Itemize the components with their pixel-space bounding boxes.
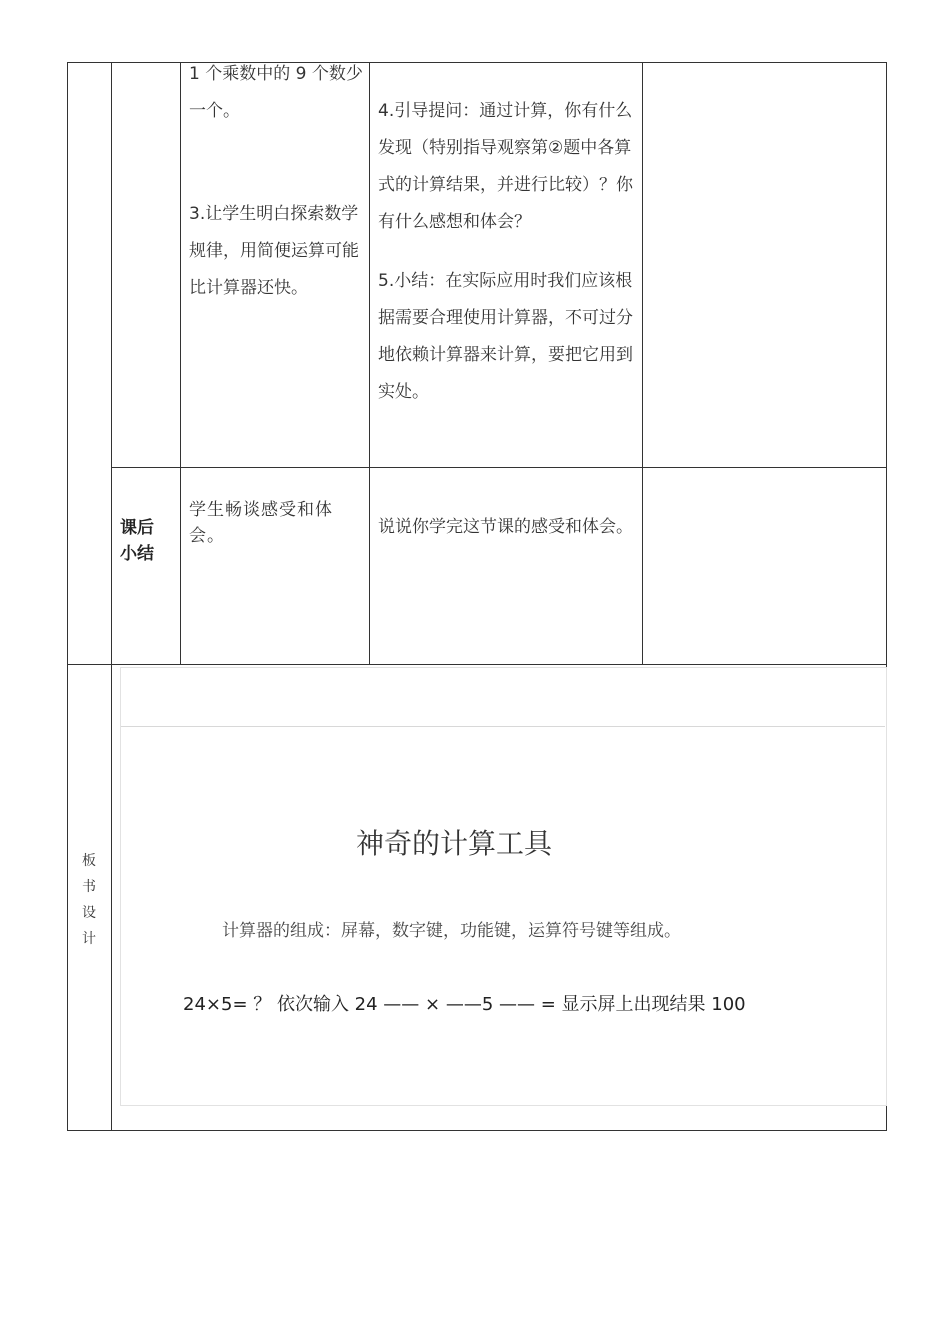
table-bottom-border <box>67 1130 887 1131</box>
summary-row-top-border <box>111 467 887 468</box>
student-activity-text-1: 1 个乘数中的 9 个数少一个。 <box>189 64 363 121</box>
col-divider-2 <box>180 62 181 664</box>
summary-teacher-text: 说说你学完这节课的感受和体会。 <box>378 517 633 537</box>
col-divider-4 <box>642 62 643 664</box>
col-divider-3 <box>369 62 370 664</box>
student-activity-cell <box>189 56 363 307</box>
teacher-activity-text-1: 4.引导提问：通过计算，你有什么发现（特别指导观察第②题中各算式的计算结果，并进行比较）？你有什么感想和体会？ <box>378 101 633 232</box>
student-activity-text-2: 3.让学生明白探索数学规律，用简便运算可能比计算器还快。 <box>189 204 359 298</box>
board-inner-frame <box>120 667 887 1106</box>
board-title: 神奇的计算工具 <box>356 827 553 860</box>
summary-student-text: 学生畅谈感受和体会。 <box>189 500 333 546</box>
board-design-label: 板书设计 <box>82 853 96 947</box>
teacher-activity-cell <box>378 93 636 411</box>
col-divider-1 <box>111 62 112 1131</box>
board-components-text: 计算器的组成：屏幕，数字键，功能键，运算符号键等组成。 <box>222 921 681 941</box>
board-inner-divider <box>121 726 885 727</box>
teacher-activity-text-2: 5.小结：在实际应用时我们应该根据需要合理使用计算器，不可过分地依赖计算器来计算，要把它用到实处。 <box>378 271 633 402</box>
board-example-text: 24×5= ？ 依次输入 24 —— × ——5 —— = 显示屏上出现结果 100 <box>183 994 746 1015</box>
table-left-border <box>67 62 68 1131</box>
summary-row-label: 课后小结 <box>120 518 154 564</box>
board-row-top-border <box>67 664 887 665</box>
